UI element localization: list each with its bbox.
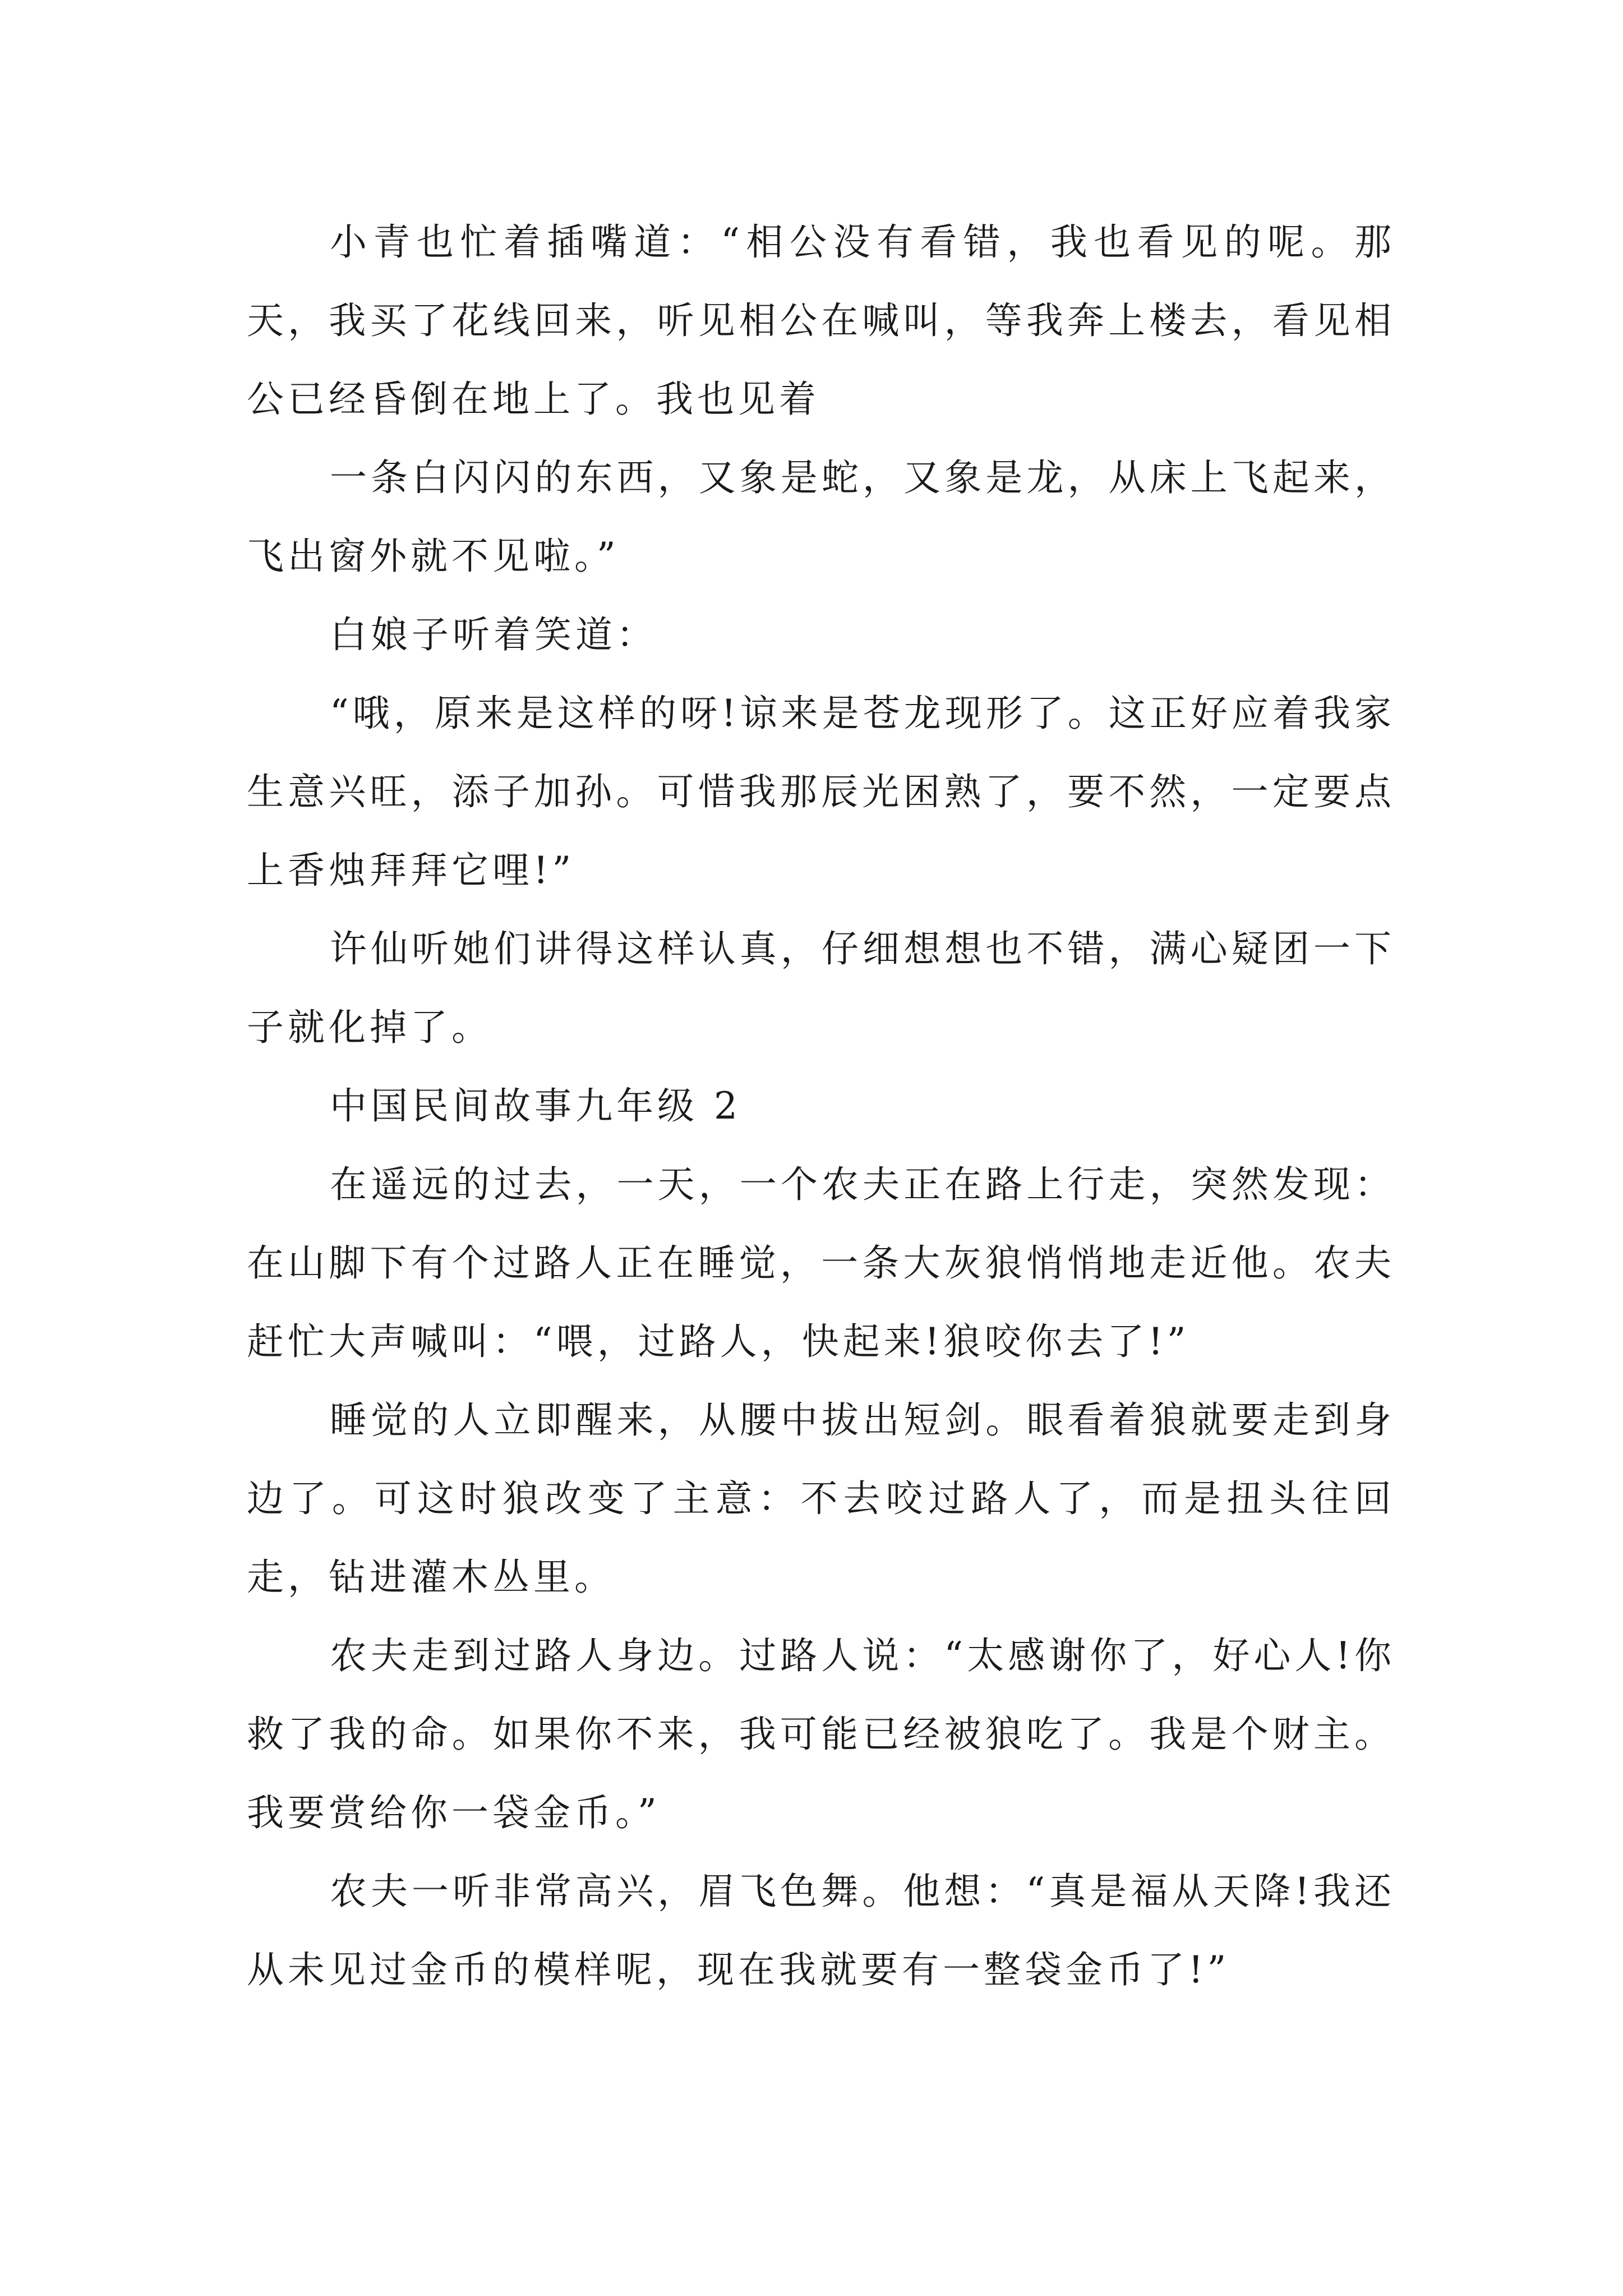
paragraph: “哦，原来是这样的呀!谅来是苍龙现形了。这正好应着我家生意兴旺，添子加孙。可惜我那辰光困熟了，要不然，一定要点上香烛拜拜它哩!” [247,692,1395,892]
section-heading: 中国民间故事九年级 2 [330,1084,741,1128]
document-body [247,203,1395,2009]
paragraph: 许仙听她们讲得这样认真，仔细想想也不错，满心疑团一下子就化掉了。 [247,927,1395,1049]
paragraph: 农夫走到过路人身边。过路人说：“太感谢你了，好心人!你救了我的命。如果你不来，我可能已经被狼吃了。我是个财主。我要赏给你一袋金币。” [247,1634,1395,1834]
paragraph: 在遥远的过去，一天，一个农夫正在路上行走，突然发现：在山脚下有个过路人正在睡觉，一条大灰狼悄悄地走近他。农夫赶忙大声喊叫：“喂，过路人，快起来!狼咬你去了!” [247,1163,1395,1363]
paragraph: 农夫一听非常高兴，眉飞色舞。他想：“真是福从天降!我还从未见过金币的模样呢，现在我就要有一整袋金币了!” [247,1870,1395,1991]
paragraph: 小青也忙着插嘴道：“相公没有看错，我也看见的呢。那天，我买了花线回来，听见相公在喊叫，等我奔上楼去，看见相公已经昏倒在地上了。我也见着 [247,220,1395,421]
paragraph: 白娘子听着笑道： [330,613,657,656]
paragraph: 一条白闪闪的东西，又象是蛇，又象是龙，从床上飞起来，飞出窗外就不见啦。” [247,456,1395,578]
paragraph: 睡觉的人立即醒来，从腰中拔出短剑。眼看着狼就要走到身边了。可这时狼改变了主意：不去咬过路人了，而是扭头往回走，钻进灌木丛里。 [247,1398,1395,1599]
